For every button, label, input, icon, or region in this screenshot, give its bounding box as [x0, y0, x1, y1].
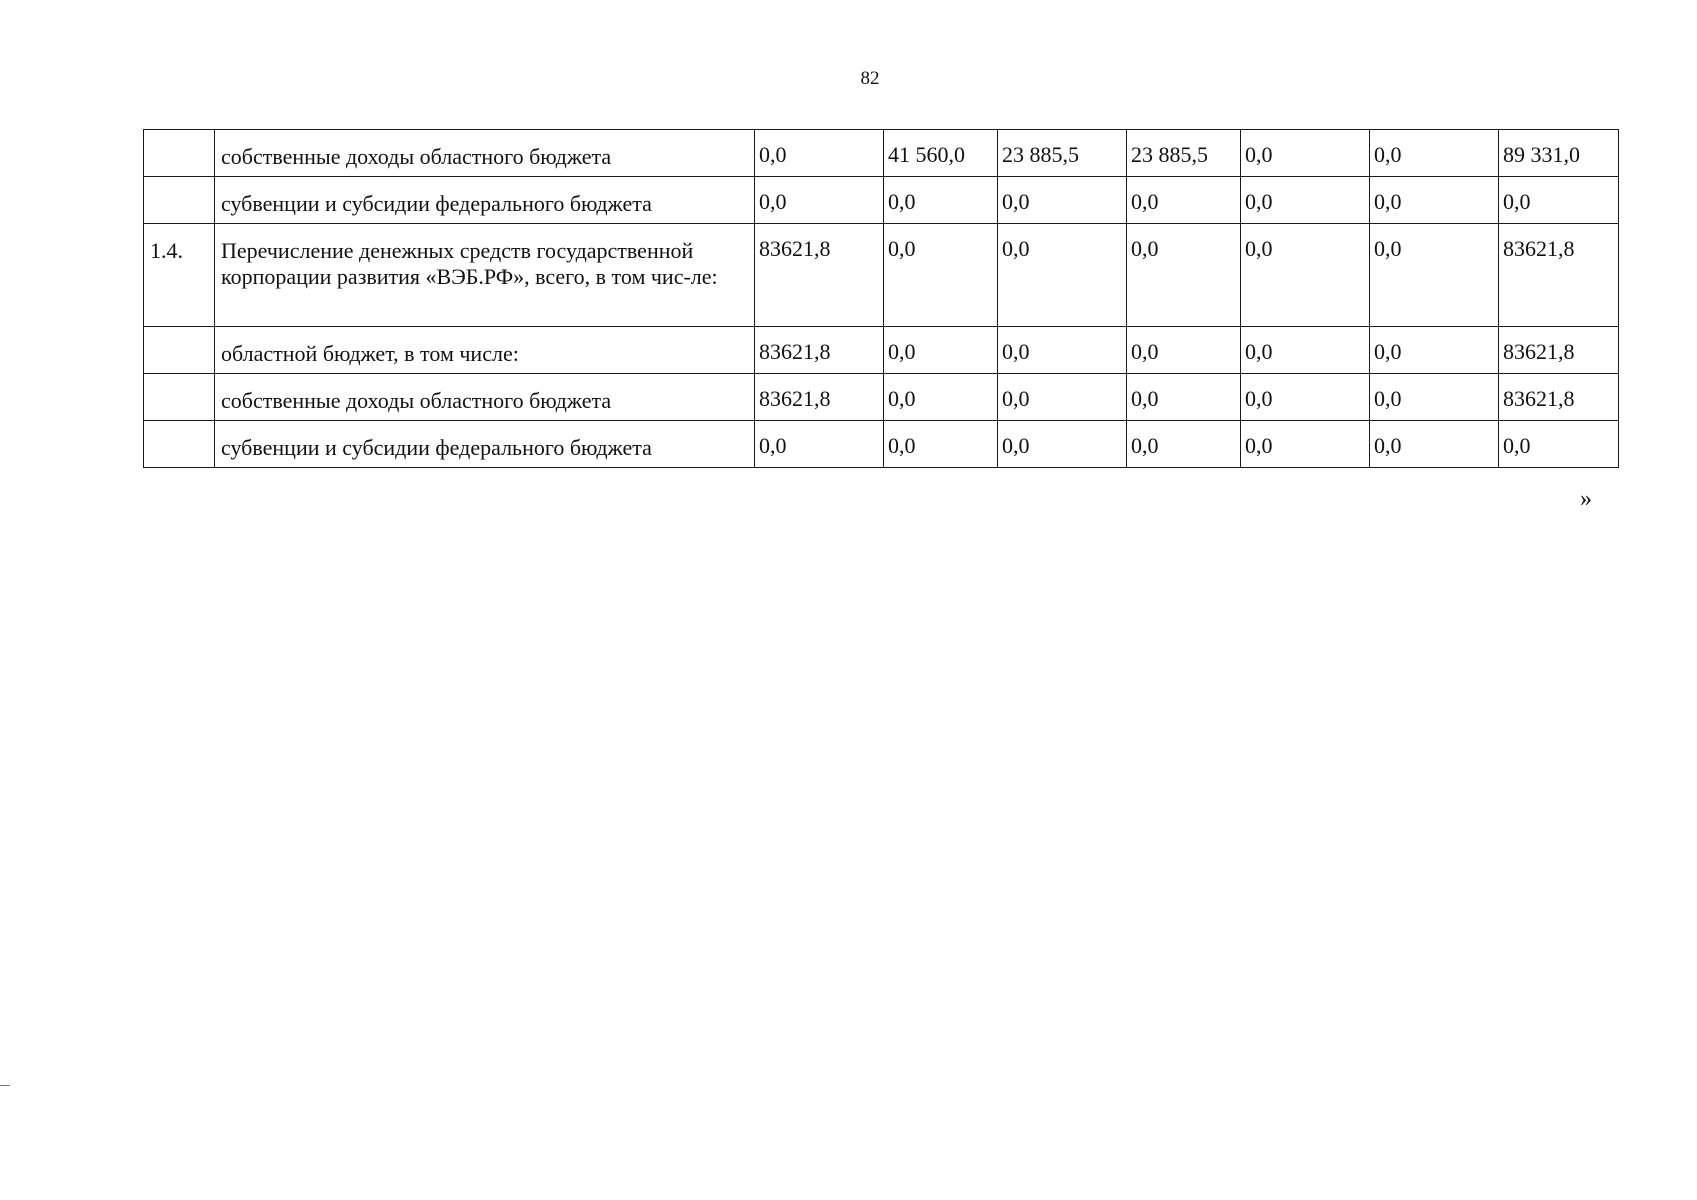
value-cell: 0,0 [1241, 327, 1370, 374]
table-row [144, 421, 1619, 468]
value-cell: 0,0 [755, 421, 884, 468]
row-label-cell: Перечисление денежных средств государственной корпорации развития «ВЭБ.РФ», всего, в том чис-ле: [215, 224, 755, 327]
value-cell: 0,0 [1241, 374, 1370, 421]
value-cell: 89 331,0 [1499, 130, 1619, 177]
value-cell: 23 885,5 [998, 130, 1127, 177]
value-cell: 83621,8 [1499, 224, 1619, 327]
row-label-cell: областной бюджет, в том числе: [215, 327, 755, 374]
table-row [144, 224, 1619, 327]
budget-table [143, 129, 1619, 468]
value-cell: 0,0 [755, 177, 884, 224]
value-cell: 0,0 [998, 177, 1127, 224]
value-cell: 0,0 [1370, 177, 1499, 224]
value-cell: 83621,8 [755, 224, 884, 327]
row-index-cell [144, 421, 215, 468]
value-cell: 0,0 [998, 374, 1127, 421]
value-cell: 0,0 [1127, 327, 1241, 374]
value-cell: 0,0 [884, 177, 998, 224]
value-cell: 0,0 [1241, 421, 1370, 468]
value-cell: 0,0 [1370, 374, 1499, 421]
page-number: 82 [860, 68, 880, 89]
row-index-cell [144, 130, 215, 177]
value-cell: 0,0 [1127, 177, 1241, 224]
row-label-cell: субвенции и субсидии федерального бюджета [215, 421, 755, 468]
value-cell: 23 885,5 [1127, 130, 1241, 177]
value-cell: 0,0 [998, 421, 1127, 468]
value-cell: 83621,8 [755, 374, 884, 421]
value-cell: 0,0 [884, 421, 998, 468]
value-cell: 41 560,0 [884, 130, 998, 177]
row-index-cell: 1.4. [144, 224, 215, 327]
value-cell: 0,0 [1127, 374, 1241, 421]
value-cell: 0,0 [1499, 177, 1619, 224]
value-cell: 0,0 [1241, 224, 1370, 327]
value-cell: 0,0 [884, 224, 998, 327]
value-cell: 83621,8 [1499, 327, 1619, 374]
row-index-cell [144, 177, 215, 224]
table-body [144, 130, 1619, 468]
value-cell: 83621,8 [1499, 374, 1619, 421]
table-row [144, 177, 1619, 224]
row-index-cell [144, 374, 215, 421]
value-cell: 83621,8 [755, 327, 884, 374]
value-cell: 0,0 [1127, 224, 1241, 327]
row-index-cell [144, 327, 215, 374]
value-cell: 0,0 [998, 327, 1127, 374]
closing-quote: » [1580, 486, 1592, 512]
value-cell: 0,0 [1370, 421, 1499, 468]
value-cell: 0,0 [998, 224, 1127, 327]
value-cell: 0,0 [1370, 130, 1499, 177]
value-cell: 0,0 [1370, 327, 1499, 374]
value-cell: 0,0 [1370, 224, 1499, 327]
value-cell: 0,0 [755, 130, 884, 177]
row-label-cell: собственные доходы областного бюджета [215, 130, 755, 177]
value-cell: 0,0 [884, 327, 998, 374]
value-cell: 0,0 [1241, 177, 1370, 224]
value-cell: 0,0 [1499, 421, 1619, 468]
table-row [144, 130, 1619, 177]
row-label-cell: субвенции и субсидии федерального бюджета [215, 177, 755, 224]
scan-mark [0, 1085, 10, 1086]
value-cell: 0,0 [1241, 130, 1370, 177]
table-row [144, 374, 1619, 421]
row-label-cell: собственные доходы областного бюджета [215, 374, 755, 421]
value-cell: 0,0 [1127, 421, 1241, 468]
table-row [144, 327, 1619, 374]
value-cell: 0,0 [884, 374, 998, 421]
